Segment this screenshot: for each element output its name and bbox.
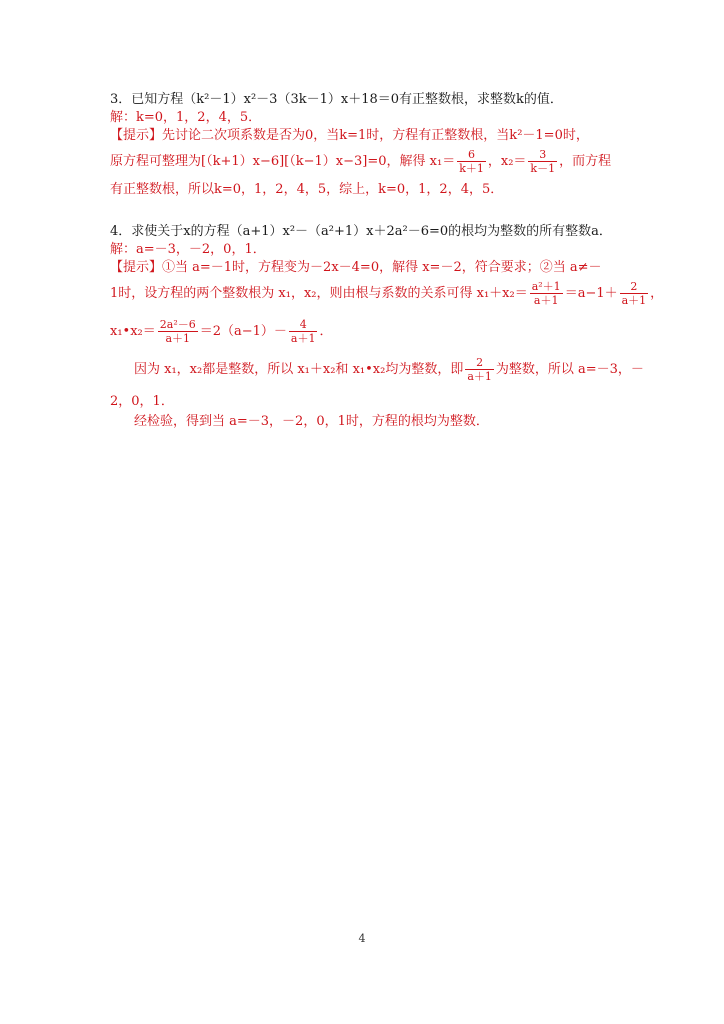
fraction-sum-remainder <box>620 280 649 307</box>
fraction-numerator: 6 <box>457 148 486 162</box>
q4-hint-line3 <box>110 318 333 345</box>
fraction-x1 <box>457 148 486 175</box>
q3-hint-text-c: ，而方程 <box>559 154 612 169</box>
q3-hint-line2 <box>110 148 611 175</box>
fraction-denominator: k＋1 <box>459 162 484 175</box>
fraction-x2 <box>528 148 557 175</box>
q4-hint-line1: 【提示】①当 a=－1时，方程变为－2x－4=0，解得 x=－2，符合要求；②当 a≠－ <box>110 260 602 275</box>
q3-hint-text-a: 原方程可整理为[（k+1）x−6][（k−1）x−3]=0，解得 x₁＝ <box>110 154 456 169</box>
q4-question: 4．求使关于x的方程（a+1）x²－（a²+1）x＋2a²－6=0的根均为整数的所有整数a． <box>110 224 612 239</box>
q4-product-text-b: ＝2（a−1）－ <box>199 324 287 339</box>
q4-para-line3: 经检验，得到当 a=－3，－2，0，1时，方程的根均为整数． <box>134 414 489 429</box>
fraction-integer-condition <box>465 356 494 383</box>
q3-answer: 解：k=0，1，2，4，5． <box>110 110 262 125</box>
fraction-denominator: a＋1 <box>467 370 492 383</box>
fraction-numerator: 2 <box>465 356 494 370</box>
fraction-sum <box>530 280 563 307</box>
q3-hint-line1: 【提示】先讨论二次项系数是否为0，当k=1时，方程有正整数根，当k²－1=0时， <box>110 128 589 143</box>
q4-para-line2: 2，0，1． <box>110 394 174 409</box>
q4-para-text-b: 为整数，所以 a=－3，－ <box>495 362 644 377</box>
fraction-denominator: a＋1 <box>621 294 647 307</box>
q4-para-line1 <box>134 356 644 383</box>
fraction-product-remainder <box>289 318 318 345</box>
q4-hint-line2 <box>110 280 663 307</box>
q3-hint-text-b: ，x₂＝ <box>487 154 527 169</box>
q4-product-text-a: x₁•x₂＝ <box>110 324 156 339</box>
q4-answer: 解：a=－3，－2，0，1． <box>110 242 266 257</box>
q3-hint-line3: 有正整数根，所以k=0，1，2，4，5，综上，k=0，1，2，4，5． <box>110 182 504 197</box>
q3-question: 3．已知方程（k²－1）x²－3（3k－1）x＋18＝0有正整数根，求整数k的值． <box>110 92 563 107</box>
q4-hint-text-a: 1时，设方程的两个整数根为 x₁，x₂，则由根与系数的关系可得 x₁＋x₂＝ <box>110 286 528 301</box>
fraction-numerator: 4 <box>289 318 318 332</box>
q4-product-text-c: ． <box>319 324 333 339</box>
q4-hint-text-b: ＝a−1＋ <box>564 286 618 301</box>
fraction-denominator: a＋1 <box>533 294 559 307</box>
fraction-denominator: a＋1 <box>165 332 191 345</box>
fraction-numerator: 2a²－6 <box>159 318 196 331</box>
fraction-numerator: 3 <box>528 148 557 162</box>
page-number: 4 <box>358 932 366 945</box>
q4-para-text-a: 因为 x₁，x₂都是整数，所以 x₁＋x₂和 x₁•x₂均为整数，即 <box>134 362 464 377</box>
fraction-denominator: a＋1 <box>290 332 316 345</box>
fraction-numerator: 2 <box>620 280 649 294</box>
q4-hint-text-c: ， <box>650 286 664 301</box>
fraction-product <box>158 318 198 345</box>
fraction-denominator: k－1 <box>530 162 556 175</box>
fraction-numerator: a²＋1 <box>531 280 561 293</box>
